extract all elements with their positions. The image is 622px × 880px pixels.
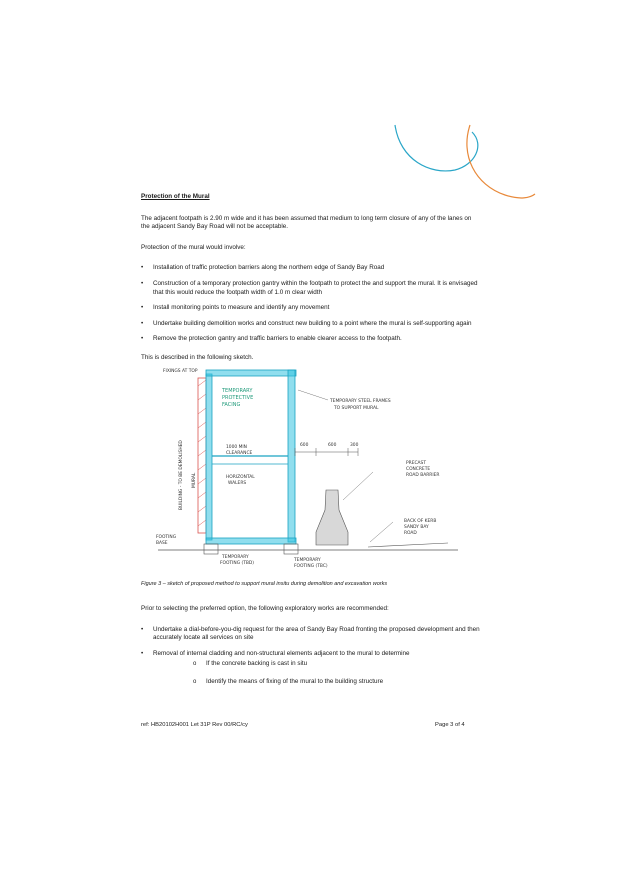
- leader-line: [298, 390, 328, 400]
- label-facing-3: FACING: [222, 402, 241, 408]
- label-mural: MURAL: [192, 472, 197, 488]
- mural-hatch: [198, 380, 206, 526]
- kerb-line: [368, 543, 448, 547]
- label-kerb-2: SANDY BAY: [404, 525, 429, 530]
- sub-list-item: o Identify the means of fixing of the mural to the building structure: [193, 678, 481, 687]
- list-item: • Remove the protection gantry and traffic barriers to enable clearer access to the footpath.: [141, 335, 481, 344]
- intro-paragraph: The adjacent footpath is 2.90 m wide and it has been assumed that medium to long term closure of any of the lanes on the adjacent Sandy Bay Road will not be acceptable.: [141, 214, 472, 231]
- label-barrier-1: PRECAST: [406, 461, 427, 466]
- footing-right: [284, 544, 298, 554]
- leader-line: [343, 472, 373, 500]
- mural-support-sketch: [148, 360, 478, 575]
- label-dim-a: 600: [300, 443, 309, 448]
- label-building: BUILDING - TO BE DEMOLISHED: [179, 440, 184, 510]
- label-fixings: FIXINGS AT TOP: [163, 369, 198, 374]
- protective-facing: [206, 374, 212, 540]
- label-frames-2: TO SUPPORT MURAL: [334, 406, 379, 411]
- label-kerb-1: BACK OF KERB: [404, 519, 437, 524]
- frame-top-beam: [206, 370, 296, 376]
- label-dim-b: 600: [328, 443, 337, 448]
- list-item: • Installation of traffic protection barriers along the northern edge of Sandy Bay Road: [141, 264, 481, 273]
- main-content: [141, 193, 481, 375]
- list-item: [141, 650, 481, 687]
- lead-paragraph: Protection of the mural would involve:: [141, 243, 246, 251]
- page-number: Page 3 of 4: [435, 722, 465, 728]
- frame-column: [288, 370, 295, 542]
- list-item: • Install monitoring points to measure and identify any movement: [141, 304, 481, 313]
- list-item: • Undertake a dial-before-you-dig request for the area of Sandy Bay Road fronting the proposed development and then accurately locate all services on site: [141, 626, 481, 643]
- exploratory-list: [141, 626, 481, 687]
- label-walers-1: HORIZONTAL: [226, 475, 255, 480]
- list-item-text: Removal of internal cladding and non-structural elements adjacent to the mural to determine: [153, 649, 410, 657]
- sub-list: [193, 660, 481, 686]
- label-kerb-3: ROAD: [404, 531, 417, 536]
- road-barrier: [316, 490, 348, 545]
- label-barrier-2: CONCRETE: [406, 467, 431, 472]
- sub-list-item: o If the concrete backing is cast in situ: [193, 660, 481, 669]
- label-footing-base-1: FOOTING: [156, 535, 177, 540]
- label-footing-left-2: FOOTING (TBD): [220, 561, 254, 566]
- leader-line: [370, 522, 393, 542]
- section-heading: Protection of the Mural: [141, 193, 210, 200]
- figure-caption: Figure 3 – sketch of proposed method to support mural insitu during demolition and excavation works: [141, 581, 388, 587]
- list-item: • Construction of a temporary protection gantry within the footpath to protect the and support the mural. It is envisaged that this would reduce the footpath width of 1.0 m clear width: [141, 280, 481, 297]
- footer-reference: ref: HB20102H001 Let 31P Rev 00/RC/cy: [141, 722, 248, 728]
- sketch-intro: This is described in the following sketch.: [141, 353, 254, 361]
- mural-wall: [198, 378, 206, 533]
- blue-arc: [395, 125, 478, 171]
- list-item: • Undertake building demolition works and construct new building to a point where the mural is self-supporting again: [141, 320, 481, 329]
- protection-list: [141, 264, 481, 344]
- label-barrier-3: ROAD BARRIER: [406, 473, 440, 478]
- frame-base: [206, 538, 296, 544]
- label-clearance-2: CLEARANCE: [226, 451, 253, 456]
- orange-arc: [467, 125, 535, 198]
- label-facing-2: PROTECTIVE: [222, 395, 254, 401]
- label-frames-1: TEMPORARY STEEL FRAMES: [330, 399, 391, 404]
- label-footing-left-1: TEMPORARY: [222, 555, 249, 560]
- recommendations: [141, 605, 481, 697]
- label-facing-1: TEMPORARY: [222, 388, 253, 394]
- label-dim-c: 300: [350, 443, 359, 448]
- label-footing-right-1: TEMPORARY: [294, 558, 321, 563]
- label-footing-right-2: FOOTING (TBC): [294, 564, 328, 569]
- label-clearance-1: 1000 MIN: [226, 445, 247, 450]
- prior-paragraph: Prior to selecting the preferred option, the following exploratory works are recommended:: [141, 605, 389, 612]
- label-footing-base-2: BASE: [156, 541, 168, 546]
- footing-left: [204, 544, 218, 554]
- label-walers-2: WALERS: [228, 481, 247, 486]
